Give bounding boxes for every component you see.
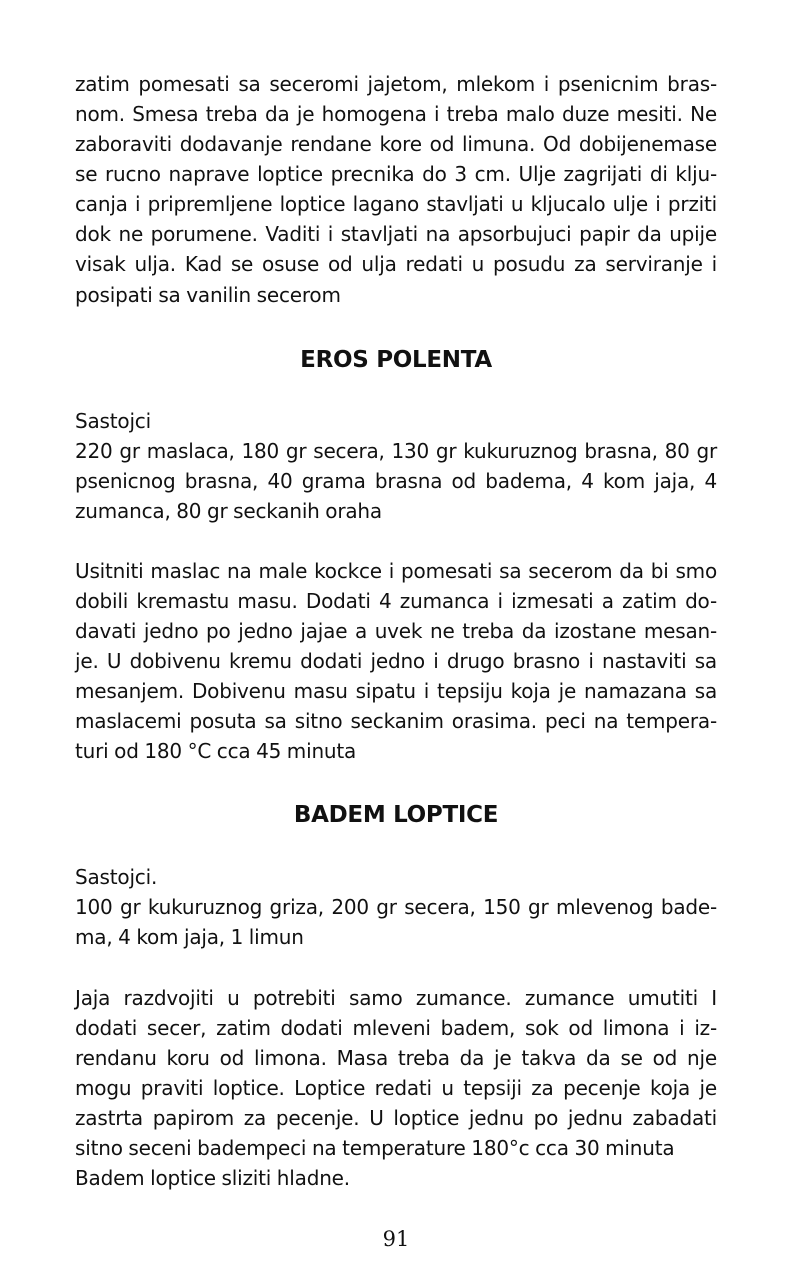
- paragraph-line: visak ulja. Kad se osuse od ulja redati u posudu za serviranje i: [75, 252, 717, 276]
- paragraph-line: davati jedno po jedno jajae a uvek ne treba da izostane mesan-: [75, 619, 717, 643]
- ingredients-line: 100 gr kukuruznog griza, 200 gr secera, 150 gr mlevenog bade-: [75, 895, 717, 919]
- paragraph-line: zaboraviti dodavanje rendane kore od limuna. Od dobijenemase: [75, 132, 717, 156]
- paragraph-line: posipati sa vanilin secerom: [75, 283, 341, 307]
- paragraph-line: je. U dobivenu kremu dodati jedno i drugo brasno i nastaviti sa: [75, 649, 717, 673]
- paragraph-line: zastrta papirom za pecenje. U loptice jednu po jednu zabadati: [75, 1106, 717, 1130]
- ingredients-line: ma, 4 kom jaja, 1 limun: [75, 925, 304, 949]
- paragraph-line: Usitniti maslac na male kockce i pomesati sa secerom da bi smo: [75, 559, 717, 583]
- recipe-title-eros-polenta: EROS POLENTA: [300, 347, 492, 373]
- paragraph-line: rendanu koru od limona. Masa treba da je takva da se od nje: [75, 1046, 717, 1070]
- paragraph-line: dok ne porumene. Vaditi i stavljati na apsorbujuci papir da upije: [75, 222, 717, 246]
- ingredients-line: 220 gr maslaca, 180 gr secera, 130 gr kukuruznog brasna, 80 gr: [75, 439, 717, 463]
- paragraph-line: mesanjem. Dobivenu masu sipatu i tepsiju koja je namazana sa: [75, 679, 717, 703]
- page-number: 91: [382, 1227, 410, 1251]
- paragraph-line: sitno seceni badempeci na temperature 180°c cca 30 minuta: [75, 1136, 675, 1160]
- paragraph-line: nom. Smesa treba da je homogena i treba malo duze mesiti. Ne: [75, 102, 717, 126]
- paragraph-line: zatim pomesati sa seceromi jajetom, mlekom i psenicnim bras-: [75, 72, 717, 96]
- paragraph-line: se rucno naprave loptice precnika do 3 cm. Ulje zagrijati di klju-: [75, 162, 717, 186]
- paragraph-line: mogu praviti loptice. Loptice redati u tepsiji za pecenje koja je: [75, 1076, 717, 1100]
- ingredients-label: Sastojci: [75, 409, 151, 433]
- ingredients-label: Sastojci.: [75, 865, 158, 889]
- paragraph-line: dobili kremastu masu. Dodati 4 zumanca i izmesati a zatim do-: [75, 589, 717, 613]
- paragraph-line: turi od 180 °C cca 45 minuta: [75, 739, 357, 763]
- ingredients-line: zumanca, 80 gr seckanih oraha: [75, 499, 382, 523]
- ingredients-line: psenicnog brasna, 40 grama brasna od badema, 4 kom jaja, 4: [75, 469, 717, 493]
- paragraph-line: dodati secer, zatim dodati mleveni badem, sok od limona i iz-: [75, 1016, 717, 1040]
- recipe-title-badem-loptice: BADEM LOPTICE: [293, 802, 499, 828]
- paragraph-line: canja i pripremljene loptice lagano stavljati u kljucalo ulje i prziti: [75, 192, 717, 216]
- paragraph-line: maslacemi posuta sa sitno seckanim orasima. peci na tempera-: [75, 709, 717, 733]
- paragraph-line: Jaja razdvojiti u potrebiti samo zumance. zumance umutiti I: [75, 986, 717, 1010]
- paragraph-line: Badem loptice sliziti hladne.: [75, 1166, 350, 1190]
